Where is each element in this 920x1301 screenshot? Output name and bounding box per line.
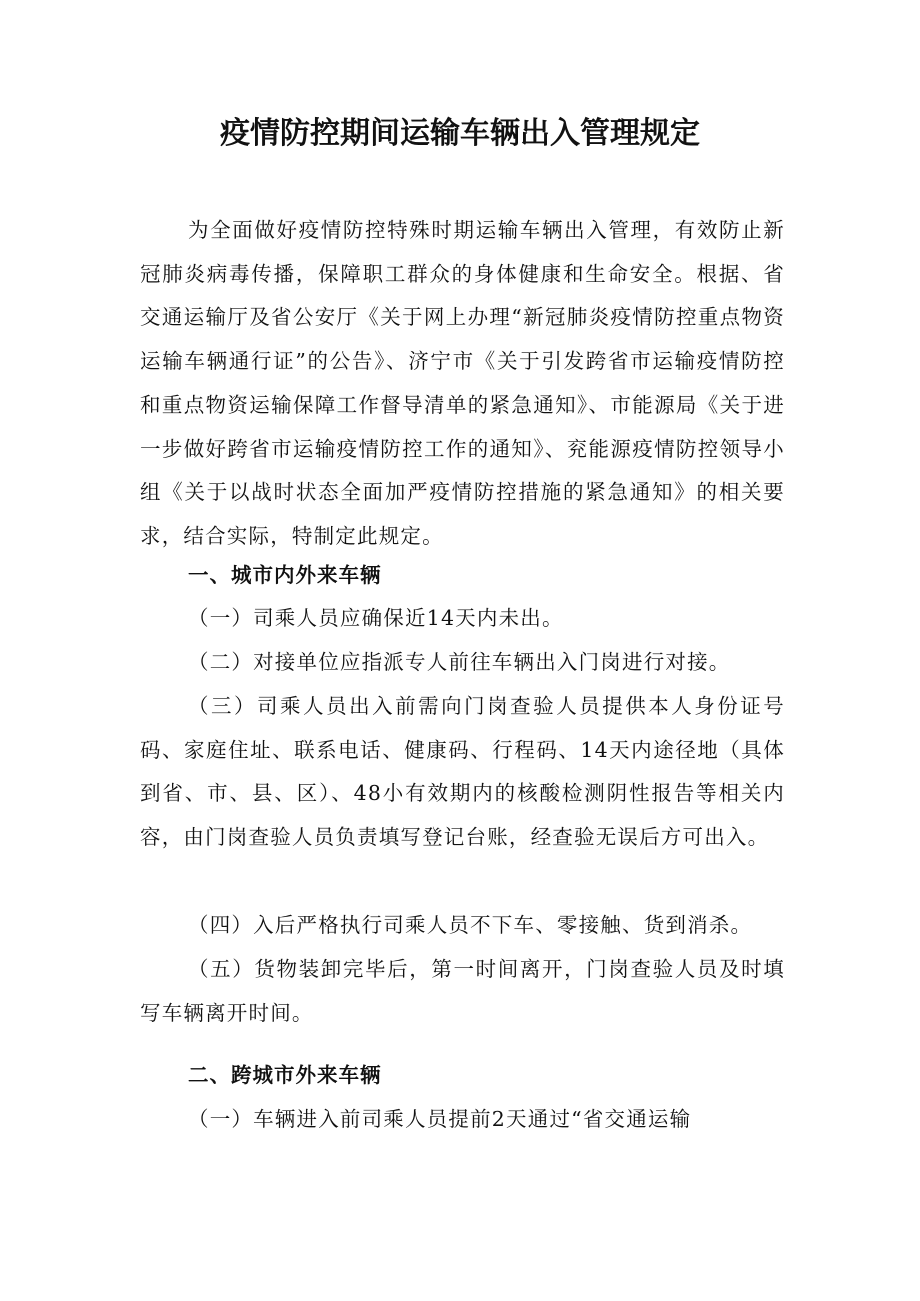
section2-item-1: （一）车辆进入前司乘人员提前2天通过“省交通运输 <box>188 1107 692 1131</box>
section-heading-2: 二、跨城市外来车辆 <box>188 1063 382 1087</box>
section1-item-4: （四）入后严格执行司乘人员不下车、零接触、货到消杀。 <box>188 913 753 937</box>
section1-item-3: （三）司乘人员出入前需向门岗查验人员提供本人身份证号码、家庭住址、联系电话、健康码、行程码、14天内途径地（具体到省、市、县、区）、48小有效期内的核酸检测阴性报告等相关内容，由门岗查验人员负责填写登记台账，经查验无误后方可出入。 <box>140 694 785 850</box>
section-heading-1: 一、城市内外来车辆 <box>188 563 382 587</box>
section1-item-1: （一）司乘人员应确保近14天内未出。 <box>188 606 564 630</box>
intro-paragraph: 为全面做好疫情防控特殊时期运输车辆出入管理，有效防止新冠肺炎病毒传播，保障职工群众的身体健康和生命安全。根据、省交通运输厅及省公安厅《关于网上办理“新冠肺炎疫情防控重点物资运输车辆通行证”的公告》、济宁市《关于引发跨省市运输疫情防控和重点物资运输保障工作督导清单的紧急通知》、市能源局《关于进一步做好跨省市运输疫情防控工作的通知》、兖能源疫情防控领导小组《关于以战时状态全面加严疫情防控措施的紧急通知》的相关要求，结合实际，特制定此规定。 <box>140 218 785 548</box>
document-title: 疫情防控期间运输车辆出入管理规定 <box>220 116 700 151</box>
section1-item-2: （二）对接单位应指派专人前往车辆出入门岗进行对接。 <box>188 650 731 674</box>
section1-item-5: （五）货物装卸完毕后，第一时间离开，门岗查验人员及时填写车辆离开时间。 <box>140 957 785 1025</box>
